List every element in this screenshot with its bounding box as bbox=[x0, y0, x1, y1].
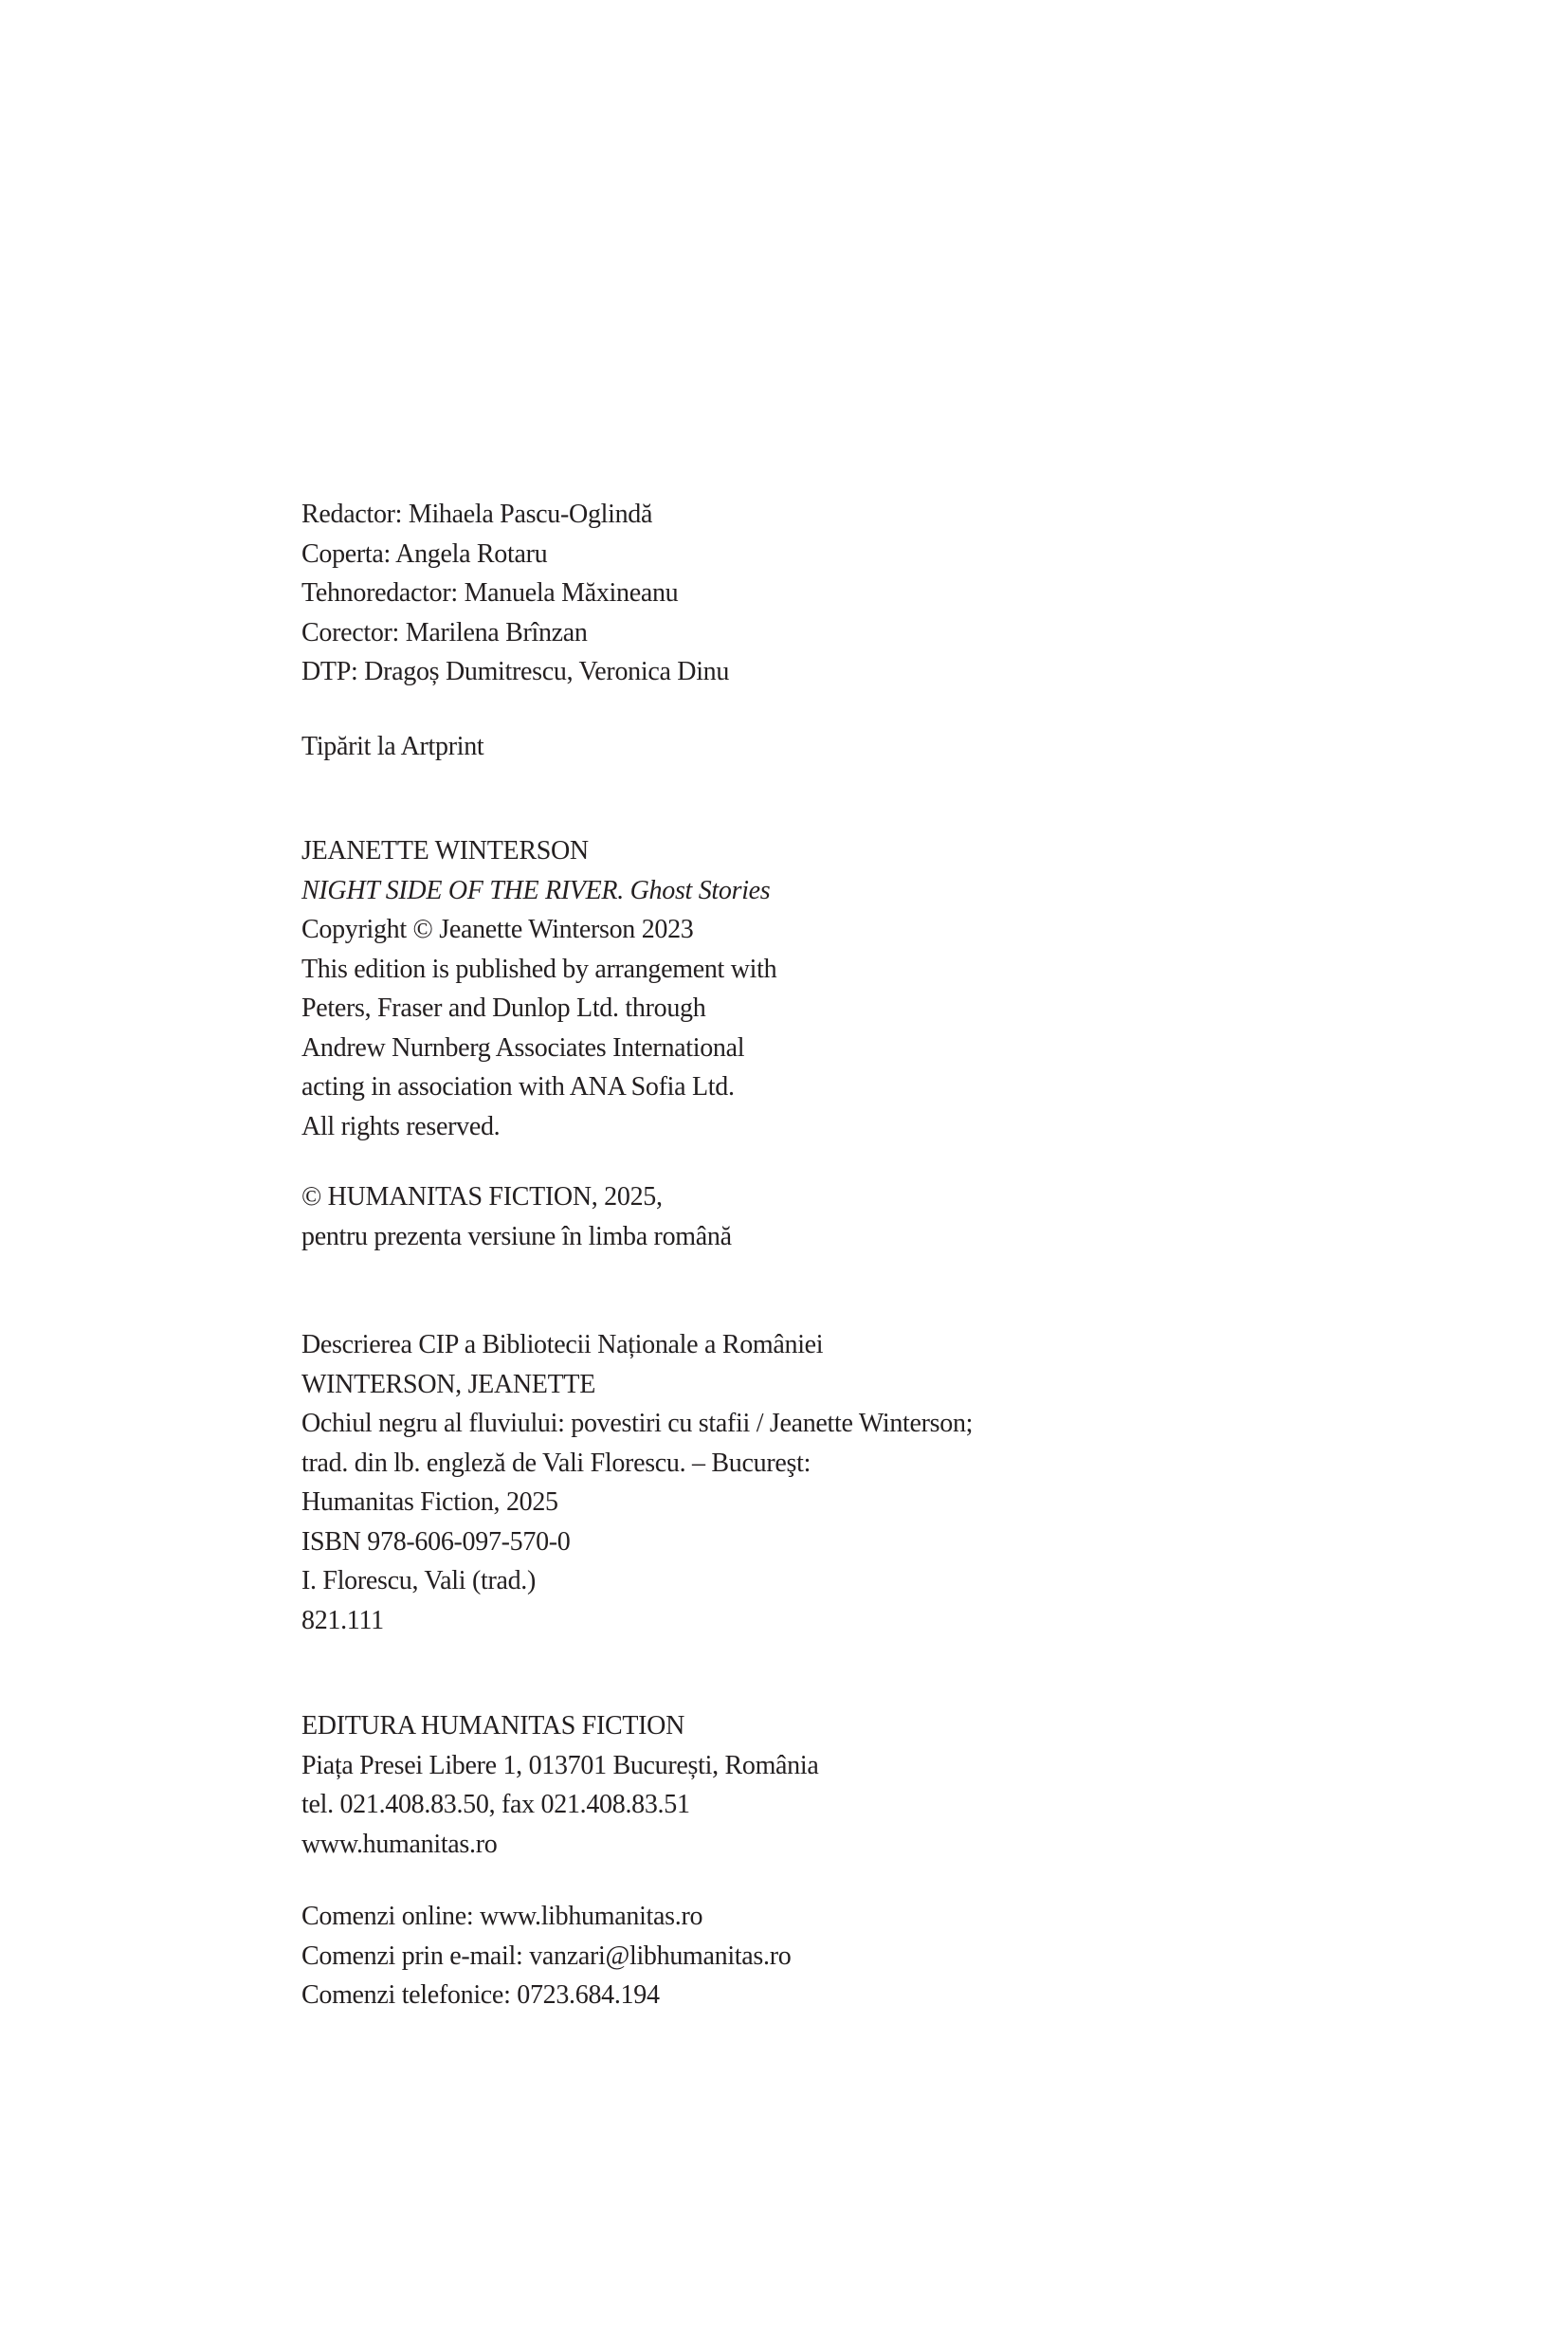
arrangement-line: This edition is published by arrangement with bbox=[301, 954, 777, 984]
cip-line: Descrierea CIP a Bibliotecii Naționale a României bbox=[301, 1330, 824, 1359]
orders-phone: Comenzi telefonice: 0723.684.194 bbox=[301, 1980, 660, 2010]
romanian-copyright-block bbox=[301, 1177, 732, 1256]
publisher-website: www.humanitas.ro bbox=[301, 1829, 498, 1859]
publisher-name: EDITURA HUMANITAS FICTION bbox=[301, 1711, 685, 1740]
original-title bbox=[301, 871, 776, 911]
cip-line: WINTERSON, JEANETTE bbox=[301, 1369, 596, 1399]
publisher-block bbox=[301, 1706, 818, 1864]
credit-dtp: DTP: Dragoș Dumitrescu, Veronica Dinu bbox=[301, 657, 730, 686]
romanian-copyright-line: pentru prezenta versiune în limba română bbox=[301, 1221, 732, 1251]
arrangement-line: acting in association with ANA Sofia Ltd. bbox=[301, 1072, 735, 1102]
original-title-main: NIGHT SIDE OF THE RIVER. bbox=[301, 875, 624, 905]
arrangement-line: Andrew Nurnberg Associates International bbox=[301, 1032, 745, 1063]
romanian-copyright-line: © HUMANITAS FICTION, 2025, bbox=[301, 1182, 663, 1212]
publisher-address: Piața Presei Libere 1, 013701 București, România bbox=[301, 1750, 819, 1780]
printer-line: Tipărit la Artprint bbox=[301, 732, 484, 761]
rights-reserved: All rights reserved. bbox=[301, 1111, 501, 1141]
credit-proofreader: Corector: Marilena Brînzan bbox=[301, 617, 588, 647]
orders-email: Comenzi prin e-mail: vanzari@libhumanitas.ro bbox=[301, 1941, 792, 1971]
cip-line: Ochiul negru al fluviului: povestiri cu stafii / Jeanette Winterson; bbox=[301, 1409, 974, 1438]
original-subtitle: Ghost Stories bbox=[629, 875, 771, 905]
publisher-phone: tel. 021.408.83.50, fax 021.408.83.51 bbox=[301, 1790, 690, 1819]
cip-line: Humanitas Fiction, 2025 bbox=[301, 1487, 558, 1517]
original-edition-block bbox=[301, 831, 776, 1146]
orders-online: Comenzi online: www.libhumanitas.ro bbox=[301, 1902, 703, 1931]
credit-editor: Redactor: Mihaela Pascu-Oglindă bbox=[301, 500, 653, 529]
orders-block bbox=[301, 1897, 791, 2015]
credit-cover: Coperta: Angela Rotaru bbox=[301, 538, 548, 569]
isbn: ISBN 978-606-097-570-0 bbox=[301, 1526, 571, 1557]
credit-typesetter: Tehnoredactor: Manuela Măxineanu bbox=[301, 578, 679, 608]
original-author: JEANETTE WINTERSON bbox=[301, 836, 589, 866]
credits-block bbox=[301, 495, 729, 692]
cip-line: I. Florescu, Vali (trad.) bbox=[301, 1566, 537, 1595]
printer-block bbox=[301, 727, 483, 767]
arrangement-line: Peters, Fraser and Dunlop Ltd. through bbox=[301, 993, 706, 1023]
cip-block bbox=[301, 1325, 973, 1640]
cip-classification: 821.111 bbox=[301, 1605, 384, 1635]
copyright-line: Copyright © Jeanette Winterson 2023 bbox=[301, 915, 694, 944]
cip-line: trad. din lb. engleză de Vali Florescu. – Bucureşt: bbox=[301, 1448, 811, 1478]
